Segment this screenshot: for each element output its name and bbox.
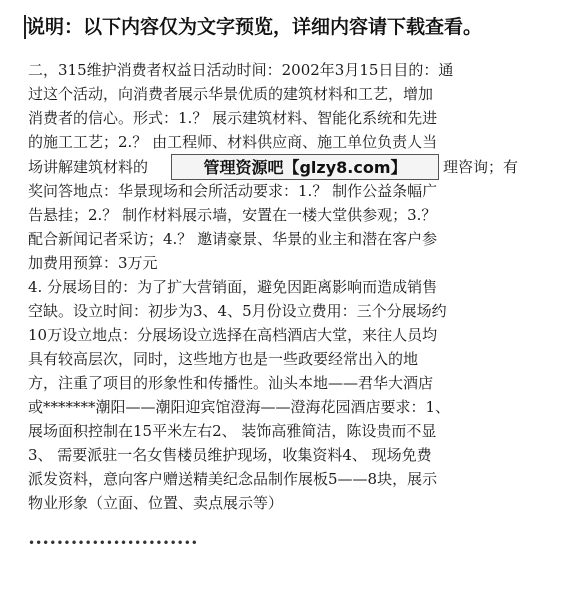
body-line-2: 过这个活动，向消费者展示华景优质的建筑材料和工艺，增加 xyxy=(28,85,434,103)
watermark-banner: 管理资源吧【glzy8.com】 xyxy=(171,154,439,180)
continuation-dots: •••••••••••••••••••••••• xyxy=(28,536,198,550)
body-line-16: 展场面积控制在15平米左右2、 装饰高雅简洁，陈设贵而不显 xyxy=(28,422,437,440)
body-line-4: 的施工工艺；2.？ 由工程师、材料供应商、施工单位负责人当 xyxy=(28,133,438,151)
body-line-18: 派发资料，意向客户赠送精美纪念品制作展板5——8块，展示 xyxy=(28,470,438,488)
body-line-15: 或*******潮阳——潮阳迎宾馆澄海——澄海花园酒店要求：1、 xyxy=(28,398,451,416)
body-line-3: 消费者的信心。形式：1.？ 展示建筑材料、智能化系统和先进 xyxy=(28,109,438,127)
body-line-19: 物业形象（立面、位置、卖点展示等） xyxy=(28,494,284,512)
body-line-12: 10万设立地点：分展场设立选择在高档酒店大堂，来往人员均 xyxy=(28,326,438,344)
body-line-5: 场讲解建筑材料的 xyxy=(28,158,149,176)
body-line-6: 奖问答地点：华景现场和会所活动要求：1.？ 制作公益条幅广 xyxy=(28,182,438,200)
body-line-5-tail: 理咨询；有 xyxy=(443,158,519,176)
body-line-11: 空缺。设立时间：初步为3、4、5月份设立费用：三个分展场约 xyxy=(28,302,447,320)
body-line-7: 告悬挂；2.？ 制作材料展示墙，安置在一楼大堂供参观；3.？ xyxy=(28,206,437,224)
body-line-17: 3、 需要派驻一名女售楼员维护现场，收集资料4、 现场免费 xyxy=(28,446,432,464)
body-line-1: 二，315维护消费者权益日活动时间：2002年3月15日目的：通 xyxy=(28,61,454,79)
body-line-13: 具有较高层次，同时，这些地方也是一些政要经常出入的地 xyxy=(28,350,419,368)
body-line-10: 4. 分展场目的：为了扩大营销面，避免因距离影响而造成销售 xyxy=(28,278,438,296)
preview-notice: 说明：以下内容仅为文字预览，详细内容请下载查看。 xyxy=(26,16,483,38)
body-line-9: 加费用预算：3万元 xyxy=(28,254,158,272)
body-line-14: 方，注重了项目的形象性和传播性。汕头本地——君华大酒店 xyxy=(28,374,434,392)
body-line-8: 配合新闻记者采访；4.？ 邀请豪景、华景的业主和潜在客户参 xyxy=(28,230,438,248)
